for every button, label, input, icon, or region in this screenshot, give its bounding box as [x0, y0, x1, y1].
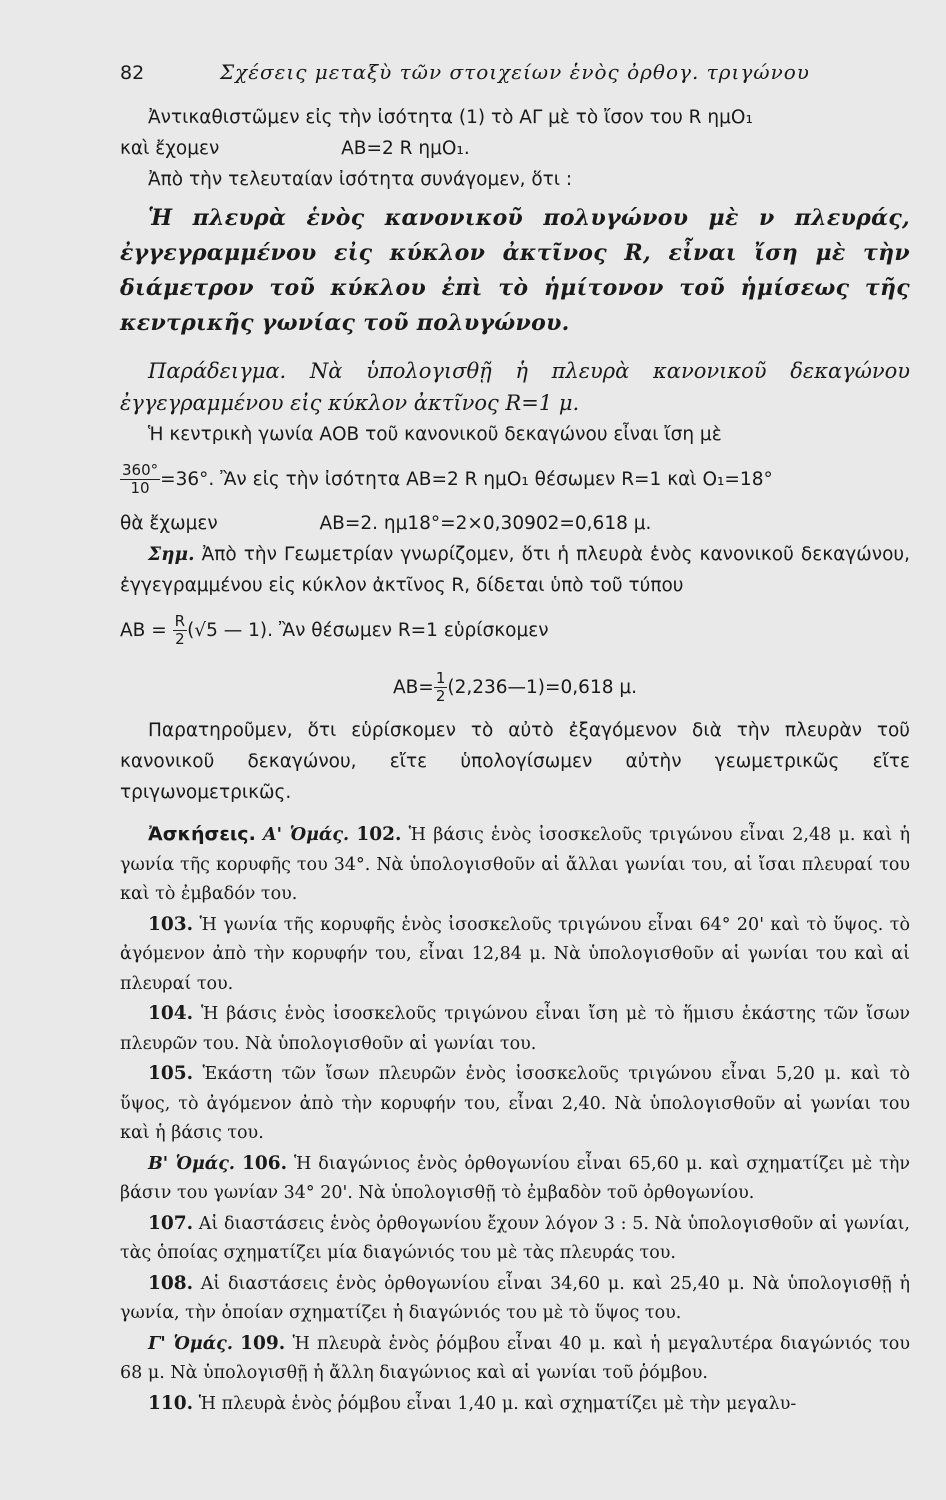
fraction-r-2: $\frac{R}{2}$: [174, 611, 186, 648]
remark: Παρατηροῦμεν, ὅτι εὑρίσκομεν τὸ αὐτὸ ἐξαγόμενον διὰ τὴν πλευρὰν τοῦ κανονικοῦ δεκαγώνου, εἴτε ὑπολογίσωμεν αὐτὴν γεωμετρικῶς εἴτε τριγωνομετρικῶς.: [120, 720, 910, 803]
example-line-3: θὰ ἔχωμεν ΑΒ=2. ημ18°=2×0,30902=0,618 μ.: [120, 513, 652, 534]
example-note: Σημ. Ἀπὸ τὴν Γεωμετρίαν γνωρίζομεν, ὅτι ἡ πλευρὰ ἑνὸς κανονικοῦ δεκαγώνου, ἐγγεγραμμένου εἰς κύκλον ἀκτῖνος R, δίδεται ὑπὸ τοῦ τύπου: [120, 544, 910, 596]
page-number: 82: [120, 62, 145, 84]
example-title: Παράδειγμα. Νὰ ὑπολογισθῇ ἡ πλευρὰ κανονικοῦ δεκαγώνου ἐγγεγραμμένου εἰς κύκλον ἀκτῖνος R=1 μ.: [120, 359, 910, 415]
theorem-statement: Ἡ πλευρὰ ἑνὸς κανονικοῦ πολυγώνου μὲ ν πλευράς, ἐγγεγραμμένου εἰς κύκλον ἀκτῖνος R, εἶναι ἴση μὲ τὴν διάμετρον τοῦ κύκλου ἐπὶ τὸ ἡμίτονον τοῦ ἡμίσεως τῆς κεντρικῆς γωνίας τοῦ πολυγώνου.: [120, 205, 910, 336]
exercise-105: 105. Ἑκάστη τῶν ἴσων πλευρῶν ἑνὸς ἰσοσκελοῦς τριγώνου εἶναι 5,20 μ. καὶ τὸ ὕψος, τὸ ἀγόμενον ἀπὸ τὴν κορυφήν του, εἶναι 2,40. Νὰ ὑπολογισθοῦν αἱ γωνίαι του καὶ ἡ βάσις του.: [120, 1063, 910, 1143]
exercise-104: 104. Ἡ βάσις ἑνὸς ἰσοσκελοῦς τριγώνου εἶναι ἴση μὲ τὸ ἥμισυ ἑκάστης τῶν ἴσων πλευρῶν του. Νὰ ὑπολογισθοῦν αἱ γωνίαι του.: [120, 1003, 910, 1054]
page-header: [120, 60, 910, 84]
exercise-103: 103. Ἡ γωνία τῆς κορυφῆς ἑνὸς ἰσοσκελοῦς τριγώνου εἶναι 64° 20' καὶ τὸ ὕψος. τὸ ἀγόμενον ἀπὸ τὴν κορυφήν του, εἶναι 12,84 μ. Νὰ ὑπολογισθοῦν αἱ γωνίαι του καὶ αἱ πλευραί του.: [120, 913, 910, 994]
example-line-1: Ἡ κεντρικὴ γωνία ΑΟΒ τοῦ κανονικοῦ δεκαγώνου εἶναι ἴση μὲ: [148, 424, 722, 445]
intro-line-1: Ἀντικαθιστῶμεν εἰς τὴν ἰσότητα (1) τὸ ΑΓ μὲ τὸ ἴσον του R ημΟ₁: [148, 107, 753, 128]
result-equation: ΑΒ= $\frac{1}{2}$ (2,236—1)=0,618 μ.: [392, 668, 638, 705]
exercise-106: Β' Ὁμάς. 106. Ἡ διαγώνιος ἑνὸς ὀρθογωνίου εἶναι 65,60 μ. καὶ σχηματίζει μὲ τὴν βάσιν του γωνίαν 34° 20'. Νὰ ὑπολογισθῇ τὸ ἐμβαδὸν τοῦ ὀρθογωνίου.: [120, 1152, 910, 1203]
intro-line-2: καὶ ἔχομεν ΑΒ=2 R ημΟ₁.: [120, 138, 470, 159]
fraction-1-2: $\frac{1}{2}$: [435, 668, 446, 705]
exercise-107: 107. Αἱ διαστάσεις ἑνὸς ὀρθογωνίου ἔχουν λόγον 3 : 5. Νὰ ὑπολογισθοῦν αἱ γωνίαι, τὰς ὁποίας σχηματίζει μία διαγώνιός του μὲ τὰς πλευράς του.: [120, 1212, 910, 1263]
exercise-109: Γ' Ὁμάς. 109. Ἡ πλευρὰ ἑνὸς ῥόμβου εἶναι 40 μ. καὶ ἡ μεγαλυτέρα διαγώνιός του 68 μ. Νὰ ὑπολογισθῇ ἡ ἄλλη διαγώνιος καὶ αἱ γωνίαι τοῦ ῥόμβου.: [120, 1332, 910, 1383]
exercise-110: 110. Ἡ πλευρὰ ἑνὸς ῥόμβου εἶναι 1,40 μ. καὶ σχηματίζει μὲ τὴν μεγαλυ-: [148, 1392, 797, 1414]
equation-ab: ΑΒ=2 R ημΟ₁.: [341, 138, 470, 159]
exercise-102: Ἀσκήσεις. Α' Ὁμάς. 102. Ἡ βάσις ἑνὸς ἰσοσκελοῦς τριγώνου εἶναι 2,48 μ. καὶ ἡ γωνία τῆς κορυφῆς του 34°. Νὰ ὑπολογισθοῦν αἱ ἄλλαι γωνίαι του, αἱ ἴσαι πλευραί του καὶ τὸ ἐμβαδόν του.: [120, 823, 910, 904]
fraction-360-10: $\frac{360^\circ}{10}$: [122, 460, 159, 497]
running-title: Σχέσεις μεταξὺ τῶν στοιχείων ἑνὸς ὀρθογ. τριγώνου: [220, 60, 810, 84]
intro-line-3: Ἀπὸ τὴν τελευταίαν ἰσότητα συνάγομεν, ὅτι :: [148, 169, 573, 190]
formula-line: ΑΒ = $\frac{R}{2}$ (√5 — 1). Ἂν θέσωμεν R=1 εὑρίσκομεν: [120, 611, 549, 648]
example-line-2: $\frac{360^\circ}{10}$ =36°. Ἂν εἰς τὴν ἰσότητα ΑΒ=2 R ημΟ₁ θέσωμεν R=1 καὶ Ο₁=18°: [122, 460, 773, 497]
exercise-108: 108. Αἱ διαστάσεις ἑνὸς ὀρθογωνίου εἶναι 34,60 μ. καὶ 25,40 μ. Νὰ ὑπολογισθῇ ἡ γωνία, τὴν ὁποίαν σχηματίζει ἡ διαγώνιός του μὲ τὸ ὕψος του.: [120, 1272, 910, 1323]
